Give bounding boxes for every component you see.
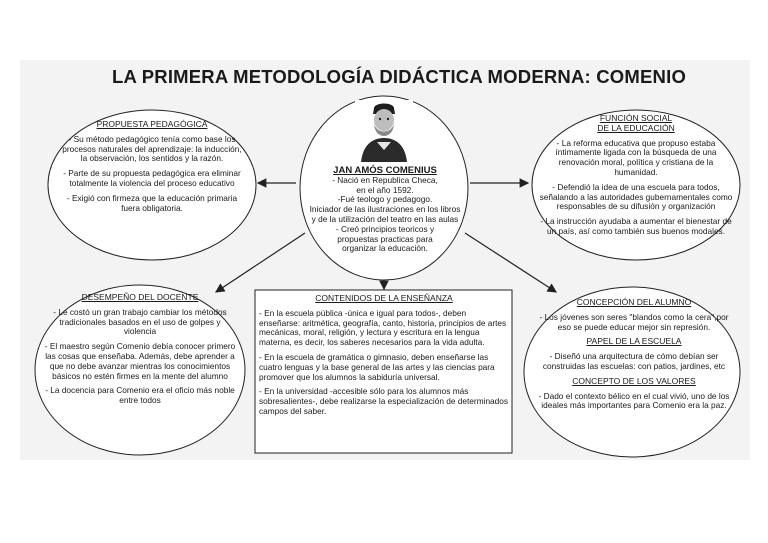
comenius-portrait: [355, 100, 413, 162]
valores-text: - Dado el contexto bélico en el cual vivió, uno de los ideales más importantes para Comenio era la paz.: [538, 390, 730, 411]
center-name: JAN AMÓS COMENIUS: [333, 165, 437, 176]
concepcion-node: [534, 298, 734, 416]
arrow-to-concepcion: [465, 233, 556, 292]
desempeno-node: [44, 293, 236, 411]
center-line: en el año 1592.: [356, 184, 414, 195]
funcion-item: - La reforma educativa que propuso estaba íntimamente ligada con la búsqueda de una renovación moral, política y cristiana de la humanidad.: [555, 137, 717, 177]
desempeno-item: - Le costó un gran trabajo cambiar los métodos tradicionales basados en el uso de golpes y violencia: [53, 306, 227, 337]
propuesta-node: [62, 120, 242, 218]
concepcion-heading: CONCEPCIÓN DEL ALUMNO: [576, 297, 692, 307]
escuela-text: - Diseñó una arquitectura de cómo debían ser construidas las escuelas: con patios, jardines, etc: [542, 351, 726, 371]
arrow-to-desempeno: [216, 233, 305, 292]
diagram-title: LA PRIMERA METODOLOGÍA DIDÁCTICA MODERNA: COMENIO: [112, 66, 687, 87]
center-node: [302, 166, 468, 254]
valores-heading: CONCEPTO DE LOS VALORES: [572, 375, 696, 386]
center-line: -Fué teologo y pedagogo.: [337, 194, 433, 205]
propuesta-heading: PROPUESTA PEDAGÓGICA: [96, 119, 208, 129]
propuesta-item: - Parte de su propuesta pedagógica era eliminar totalmente la violencia del proceso educativo: [63, 168, 241, 188]
escuela-heading: PAPEL DE LA ESCUELA: [586, 336, 682, 347]
contenidos-item: - En la escuela de gramática o gimnasio, deben enseñarse las cuatro lenguas y la base general de las artes y las ciencias para promover que los alumnos la sabiduría universal.: [259, 351, 495, 382]
propuesta-item: - Su método pedagógico tenía como base los procesos naturales del aprendizaje: la inducción, la observación, los sentidos y la razón.: [62, 133, 242, 164]
desempeno-item: - La docencia para Comenio era el oficio más noble entre todos: [45, 385, 235, 406]
center-line: propuestas practicas para: [337, 233, 433, 244]
center-line: - Nació en Republica Checa,: [332, 174, 438, 185]
funcion-heading: DE LA EDUCACIÓN: [597, 122, 675, 133]
desempeno-item: - El maestro según Comenio debía conocer primero las cosas que enseñaba. Además, debe aprender a que no debe avanzar mientras los conocimientos básicos no estén firmes en la mente del alumno: [44, 341, 236, 381]
desempeno-heading: DESEMPEÑO DEL DOCENTE: [81, 292, 199, 302]
funcion-item: - Defendió la idea de una escuela para todos, señalando a las autoridades gubernamentales como responsables de su difusión y organización: [539, 181, 733, 212]
center-line: y de la utilización del teatro en las aulas: [311, 213, 459, 224]
funcion-item: - La instrucción ayudaba a aumentar el bienestar de un país, así como también sus buenos modales.: [540, 216, 732, 236]
funcion-node: [536, 114, 736, 242]
center-line: - Creó principios teoricos y: [335, 223, 435, 234]
contenidos-heading: CONTENIDOS DE LA ENSEÑANZA: [315, 293, 453, 303]
center-line: Iniciador de las ilustraciones en los libros: [309, 204, 461, 215]
contenidos-node: [259, 294, 509, 422]
propuesta-item: - Exigió con firmeza que la educación primaria fuera obligatoria.: [66, 192, 238, 213]
contenidos-item: - En la escuela pública -única e igual para todos-, deben enseñarse: aritmética, geografía, canto, historia, principios de artes mecánicas, moral, religión, y lectura y escritura en la lengua materna, es decir, los saberes necesarios para la vida adulta.: [259, 307, 507, 348]
center-line: organizar la educación.: [342, 243, 428, 254]
contenidos-item: - En la universidad -accesible sólo para los alumnos más sobresalientes-, debe realizarse la especialización de determinados campos del saber.: [259, 386, 509, 416]
concepcion-text: - Los jóvenes son seres "blandos como la cera",por eso se puede educar mejor sin represión.: [539, 311, 729, 332]
funcion-heading: FUNCIÓN SOCIAL: [599, 113, 673, 123]
